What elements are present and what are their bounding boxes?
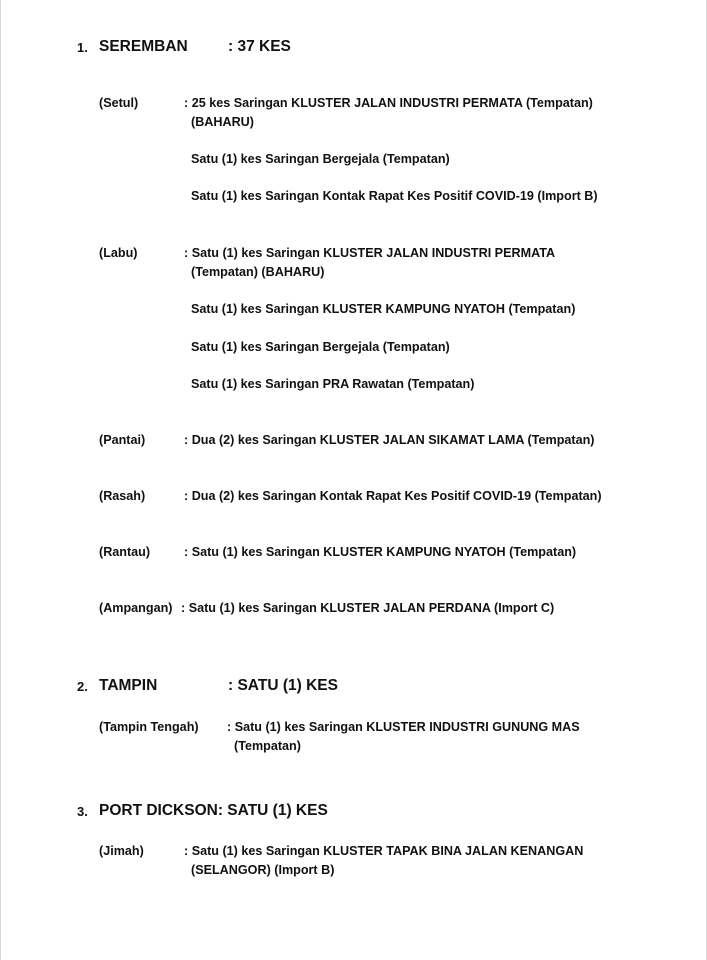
case-line: Satu (1) kes Saringan Kontak Rapat Kes Positif COVID-19 (Import B)	[191, 189, 598, 203]
area-label: (Pantai)	[99, 433, 146, 447]
area-label: (Rasah)	[99, 489, 146, 503]
case-line: (Tempatan) (BAHARU)	[191, 265, 325, 279]
section-title: PORT DICKSON: SATU (1) KES	[99, 802, 328, 819]
case-line: : 25 kes Saringan KLUSTER JALAN INDUSTRI PERMATA (Tempatan)	[184, 96, 593, 110]
case-line: : Satu (1) kes Saringan KLUSTER INDUSTRI GUNUNG MAS	[227, 720, 580, 734]
area-label: (Setul)	[99, 96, 139, 110]
area-label: (Ampangan)	[99, 601, 173, 615]
area-label: (Jimah)	[99, 844, 144, 858]
case-line: Satu (1) kes Saringan PRA Rawatan (Tempatan)	[191, 377, 475, 391]
case-line: Satu (1) kes Saringan Bergejala (Tempatan)	[191, 152, 450, 166]
case-line: Satu (1) kes Saringan Bergejala (Tempatan)	[191, 340, 450, 354]
case-line: : Dua (2) kes Saringan KLUSTER JALAN SIKAMAT LAMA (Tempatan)	[184, 433, 595, 447]
section-title: TAMPIN	[99, 677, 158, 694]
area-label: (Rantau)	[99, 545, 151, 559]
case-line: : Satu (1) kes Saringan KLUSTER JALAN INDUSTRI PERMATA	[184, 246, 556, 260]
case-line: (Tempatan)	[234, 739, 301, 753]
section-number: 3.	[77, 804, 88, 819]
section-case-count: : 37 KES	[228, 38, 291, 55]
section-title: SEREMBAN	[99, 38, 188, 55]
case-line: Satu (1) kes Saringan KLUSTER KAMPUNG NYATOH (Tempatan)	[191, 302, 576, 316]
case-line: : Dua (2) kes Saringan Kontak Rapat Kes Positif COVID-19 (Tempatan)	[184, 489, 602, 503]
case-line: : Satu (1) kes Saringan KLUSTER TAPAK BINA JALAN KENANGAN	[184, 844, 584, 858]
case-line: (SELANGOR) (Import B)	[191, 863, 335, 877]
section-case-count: : SATU (1) KES	[228, 677, 338, 694]
section-number: 2.	[77, 679, 88, 694]
case-line: : Satu (1) kes Saringan KLUSTER KAMPUNG NYATOH (Tempatan)	[184, 545, 577, 559]
area-label: (Tampin Tengah)	[99, 720, 199, 734]
section-number: 1.	[77, 40, 88, 55]
case-line: (BAHARU)	[191, 115, 254, 129]
case-line: : Satu (1) kes Saringan KLUSTER JALAN PERDANA (Import C)	[181, 601, 555, 615]
area-label: (Labu)	[99, 246, 138, 260]
